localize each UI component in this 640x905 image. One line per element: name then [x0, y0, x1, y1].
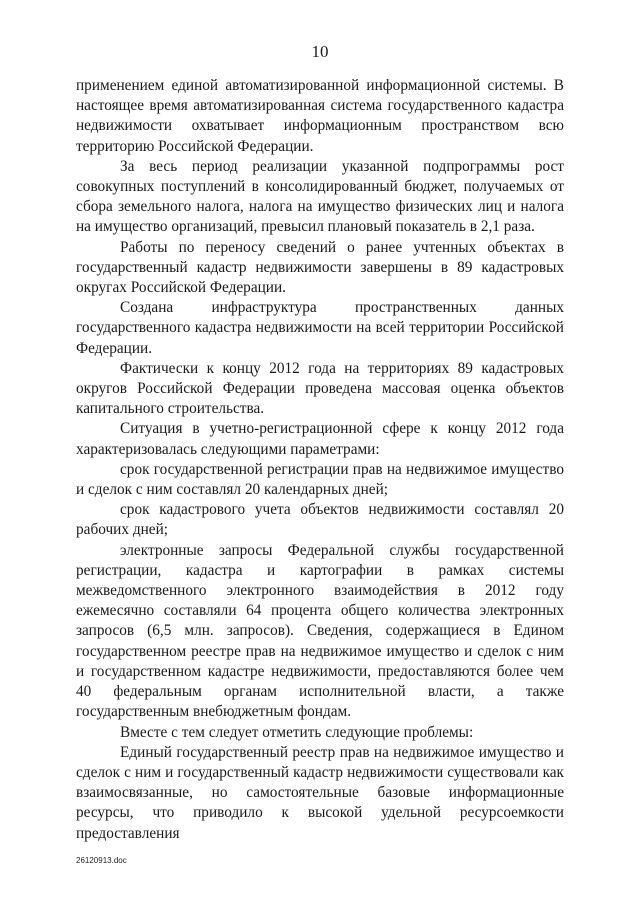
paragraph-continuation: применением единой автоматизированной информационной системы. В настоящее время автоматизированная система государственного кадастра недвижимости охватывает информационным пространством всю территорию Российской Федерации. — [76, 77, 564, 155]
paragraph: Работы по переносу сведений о ранее учтенных объектах в государственный кадастр недвижимости завершены в 89 кадастровых округах Российской Федерации. — [76, 238, 564, 297]
document-body — [76, 76, 564, 844]
list-item: электронные запросы Федеральной службы государственной регистрации, кадастра и картографии в рамках системы межведомственного электронного взаимодействия в 2012 году ежемесячно составляли 64 процента общего количества электронных запросов (6,5 млн. запросов). Сведения, содержащиеся в Едином государственном реестре прав на недвижимое имущество и сделок с ним и государственном кадастре недвижимости, предоставляются более чем 40 федеральным органам исполнительной власти, а также государственным внебюджетным фондам. — [76, 541, 564, 721]
list-item: срок государственной регистрации прав на недвижимое имущество и сделок с ним составлял 20 календарных дней; — [76, 460, 564, 499]
list-item: срок кадастрового учета объектов недвижимости составлял 20 рабочих дней; — [76, 501, 564, 539]
footer-filename: 26120913.doc — [76, 856, 127, 865]
paragraph: Единый государственный реестр прав на недвижимое имущество и сделок с ним и государственный кадастр недвижимости существовали как взаимосвязанные, но самостоятельные базовые информационные ресурсы, что приводило к высокой удельной ресурсоемкости предоставления — [76, 743, 564, 842]
paragraph: За весь период реализации указанной подпрограммы рост совокупных поступлений в консолидированный бюджет, получаемых от сбора земельного налога, налога на имущество физических лиц и налога на имущество организаций, превысил плановый показатель в 2,1 раза. — [76, 157, 564, 236]
page-number: 10 — [311, 42, 329, 61]
paragraph: Ситуация в учетно-регистрационной сфере к концу 2012 года характеризовалась следующими параметрами: — [76, 420, 564, 458]
paragraph: Фактически к концу 2012 года на территориях 89 кадастровых округов Российской Федерации проведена массовая оценка объектов капитального строительства. — [76, 359, 564, 418]
paragraph: Создана инфраструктура пространственных данных государственного кадастра недвижимости на всей территории Российской Федерации. — [76, 299, 564, 357]
paragraph: Вместе с тем следует отметить следующие проблемы: — [120, 723, 474, 741]
